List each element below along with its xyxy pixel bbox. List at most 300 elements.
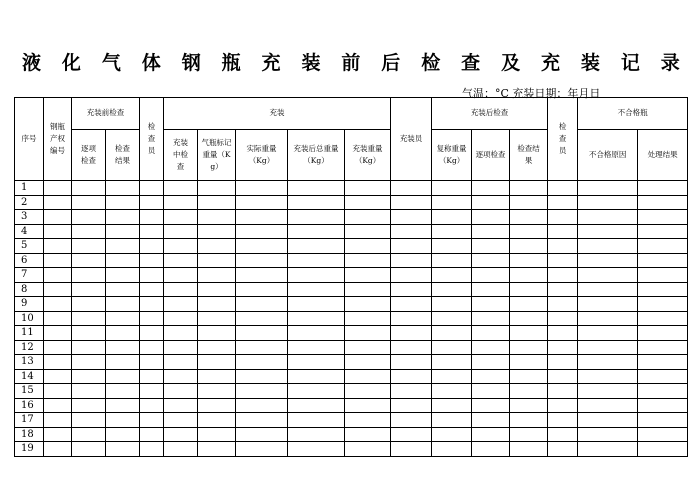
entry-cell[interactable] [106,181,140,196]
entry-cell[interactable] [345,340,391,355]
entry-cell[interactable] [548,297,578,312]
entry-cell[interactable] [288,427,345,442]
entry-cell[interactable] [288,210,345,225]
entry-cell[interactable] [432,413,472,428]
entry-cell[interactable] [510,326,548,341]
entry-cell[interactable] [72,326,106,341]
entry-cell[interactable] [164,210,198,225]
entry-cell[interactable] [432,369,472,384]
entry-cell[interactable] [472,181,510,196]
entry-cell[interactable] [236,210,288,225]
entry-cell[interactable] [578,195,638,210]
entry-cell[interactable] [198,195,236,210]
entry-cell[interactable] [164,239,198,254]
entry-cell[interactable] [391,253,432,268]
entry-cell[interactable] [72,311,106,326]
entry-cell[interactable] [288,195,345,210]
entry-cell[interactable] [106,268,140,283]
entry-cell[interactable] [638,282,688,297]
entry-cell[interactable] [391,311,432,326]
entry-cell[interactable] [345,195,391,210]
entry-cell[interactable] [164,268,198,283]
entry-cell[interactable] [106,311,140,326]
entry-cell[interactable] [106,326,140,341]
entry-cell[interactable] [345,384,391,399]
entry-cell[interactable] [44,210,72,225]
entry-cell[interactable] [288,239,345,254]
entry-cell[interactable] [472,326,510,341]
entry-cell[interactable] [510,413,548,428]
entry-cell[interactable] [432,427,472,442]
entry-cell[interactable] [548,413,578,428]
entry-cell[interactable] [391,195,432,210]
entry-cell[interactable] [345,282,391,297]
entry-cell[interactable] [288,253,345,268]
entry-cell[interactable] [106,340,140,355]
entry-cell[interactable] [548,355,578,370]
entry-cell[interactable] [578,297,638,312]
entry-cell[interactable] [44,355,72,370]
entry-cell[interactable] [288,355,345,370]
entry-cell[interactable] [106,355,140,370]
entry-cell[interactable] [472,210,510,225]
entry-cell[interactable] [391,369,432,384]
entry-cell[interactable] [236,340,288,355]
entry-cell[interactable] [345,442,391,457]
entry-cell[interactable] [198,398,236,413]
entry-cell[interactable] [391,427,432,442]
entry-cell[interactable] [432,311,472,326]
entry-cell[interactable] [140,326,164,341]
entry-cell[interactable] [472,253,510,268]
entry-cell[interactable] [140,195,164,210]
entry-cell[interactable] [345,297,391,312]
entry-cell[interactable] [140,311,164,326]
entry-cell[interactable] [198,224,236,239]
entry-cell[interactable] [638,195,688,210]
entry-cell[interactable] [391,224,432,239]
entry-cell[interactable] [288,181,345,196]
entry-cell[interactable] [548,195,578,210]
entry-cell[interactable] [106,369,140,384]
entry-cell[interactable] [198,282,236,297]
entry-cell[interactable] [72,369,106,384]
entry-cell[interactable] [510,268,548,283]
entry-cell[interactable] [72,253,106,268]
entry-cell[interactable] [106,384,140,399]
entry-cell[interactable] [548,398,578,413]
entry-cell[interactable] [548,181,578,196]
entry-cell[interactable] [578,253,638,268]
entry-cell[interactable] [44,297,72,312]
entry-cell[interactable] [391,398,432,413]
entry-cell[interactable] [236,239,288,254]
entry-cell[interactable] [288,282,345,297]
entry-cell[interactable] [578,268,638,283]
entry-cell[interactable] [164,195,198,210]
entry-cell[interactable] [164,413,198,428]
entry-cell[interactable] [198,239,236,254]
entry-cell[interactable] [198,427,236,442]
entry-cell[interactable] [345,181,391,196]
entry-cell[interactable] [548,384,578,399]
entry-cell[interactable] [288,398,345,413]
entry-cell[interactable] [236,442,288,457]
entry-cell[interactable] [164,282,198,297]
entry-cell[interactable] [345,355,391,370]
entry-cell[interactable] [140,369,164,384]
entry-cell[interactable] [578,239,638,254]
entry-cell[interactable] [510,253,548,268]
entry-cell[interactable] [432,181,472,196]
entry-cell[interactable] [288,442,345,457]
entry-cell[interactable] [472,311,510,326]
entry-cell[interactable] [472,239,510,254]
entry-cell[interactable] [164,340,198,355]
entry-cell[interactable] [472,384,510,399]
entry-cell[interactable] [391,340,432,355]
entry-cell[interactable] [391,355,432,370]
entry-cell[interactable] [510,442,548,457]
entry-cell[interactable] [432,239,472,254]
entry-cell[interactable] [391,239,432,254]
entry-cell[interactable] [578,427,638,442]
entry-cell[interactable] [198,253,236,268]
entry-cell[interactable] [106,195,140,210]
entry-cell[interactable] [345,311,391,326]
entry-cell[interactable] [198,181,236,196]
entry-cell[interactable] [106,282,140,297]
entry-cell[interactable] [164,369,198,384]
entry-cell[interactable] [345,239,391,254]
entry-cell[interactable] [638,268,688,283]
entry-cell[interactable] [72,224,106,239]
entry-cell[interactable] [236,268,288,283]
entry-cell[interactable] [72,297,106,312]
entry-cell[interactable] [548,224,578,239]
entry-cell[interactable] [638,181,688,196]
entry-cell[interactable] [288,224,345,239]
entry-cell[interactable] [472,282,510,297]
entry-cell[interactable] [140,398,164,413]
entry-cell[interactable] [391,326,432,341]
entry-cell[interactable] [72,398,106,413]
entry-cell[interactable] [345,224,391,239]
entry-cell[interactable] [236,297,288,312]
entry-cell[interactable] [510,297,548,312]
entry-cell[interactable] [578,340,638,355]
entry-cell[interactable] [638,326,688,341]
entry-cell[interactable] [638,369,688,384]
entry-cell[interactable] [288,369,345,384]
entry-cell[interactable] [140,239,164,254]
entry-cell[interactable] [578,355,638,370]
entry-cell[interactable] [164,384,198,399]
entry-cell[interactable] [578,210,638,225]
entry-cell[interactable] [198,210,236,225]
entry-cell[interactable] [72,210,106,225]
entry-cell[interactable] [44,427,72,442]
entry-cell[interactable] [44,195,72,210]
entry-cell[interactable] [236,398,288,413]
entry-cell[interactable] [391,282,432,297]
entry-cell[interactable] [638,398,688,413]
entry-cell[interactable] [236,384,288,399]
entry-cell[interactable] [288,268,345,283]
entry-cell[interactable] [198,311,236,326]
entry-cell[interactable] [288,340,345,355]
entry-cell[interactable] [472,369,510,384]
entry-cell[interactable] [288,413,345,428]
entry-cell[interactable] [432,268,472,283]
entry-cell[interactable] [44,268,72,283]
entry-cell[interactable] [345,253,391,268]
entry-cell[interactable] [44,181,72,196]
entry-cell[interactable] [72,282,106,297]
entry-cell[interactable] [72,384,106,399]
entry-cell[interactable] [140,181,164,196]
entry-cell[interactable] [72,355,106,370]
entry-cell[interactable] [72,239,106,254]
entry-cell[interactable] [510,355,548,370]
entry-cell[interactable] [578,442,638,457]
entry-cell[interactable] [288,297,345,312]
entry-cell[interactable] [72,442,106,457]
entry-cell[interactable] [198,384,236,399]
entry-cell[interactable] [44,311,72,326]
entry-cell[interactable] [578,384,638,399]
entry-cell[interactable] [548,239,578,254]
entry-cell[interactable] [140,384,164,399]
entry-cell[interactable] [472,224,510,239]
entry-cell[interactable] [345,398,391,413]
entry-cell[interactable] [236,224,288,239]
entry-cell[interactable] [164,224,198,239]
entry-cell[interactable] [548,210,578,225]
entry-cell[interactable] [578,413,638,428]
entry-cell[interactable] [106,297,140,312]
entry-cell[interactable] [548,268,578,283]
entry-cell[interactable] [638,210,688,225]
entry-cell[interactable] [638,355,688,370]
entry-cell[interactable] [432,355,472,370]
entry-cell[interactable] [140,413,164,428]
entry-cell[interactable] [472,268,510,283]
entry-cell[interactable] [432,224,472,239]
entry-cell[interactable] [164,355,198,370]
entry-cell[interactable] [510,340,548,355]
entry-cell[interactable] [72,340,106,355]
entry-cell[interactable] [140,268,164,283]
entry-cell[interactable] [578,326,638,341]
entry-cell[interactable] [638,224,688,239]
entry-cell[interactable] [472,398,510,413]
entry-cell[interactable] [44,326,72,341]
entry-cell[interactable] [198,442,236,457]
entry-cell[interactable] [236,195,288,210]
entry-cell[interactable] [164,253,198,268]
entry-cell[interactable] [510,239,548,254]
entry-cell[interactable] [638,384,688,399]
entry-cell[interactable] [510,181,548,196]
entry-cell[interactable] [510,369,548,384]
entry-cell[interactable] [44,442,72,457]
entry-cell[interactable] [345,413,391,428]
entry-cell[interactable] [164,181,198,196]
entry-cell[interactable] [164,442,198,457]
entry-cell[interactable] [236,413,288,428]
entry-cell[interactable] [164,398,198,413]
entry-cell[interactable] [140,427,164,442]
entry-cell[interactable] [44,369,72,384]
entry-cell[interactable] [345,210,391,225]
entry-cell[interactable] [72,195,106,210]
entry-cell[interactable] [106,442,140,457]
entry-cell[interactable] [510,282,548,297]
entry-cell[interactable] [72,181,106,196]
entry-cell[interactable] [164,427,198,442]
entry-cell[interactable] [578,224,638,239]
entry-cell[interactable] [236,355,288,370]
entry-cell[interactable] [288,384,345,399]
entry-cell[interactable] [548,282,578,297]
entry-cell[interactable] [432,210,472,225]
entry-cell[interactable] [638,340,688,355]
entry-cell[interactable] [44,282,72,297]
entry-cell[interactable] [345,326,391,341]
entry-cell[interactable] [288,326,345,341]
entry-cell[interactable] [391,384,432,399]
entry-cell[interactable] [72,413,106,428]
entry-cell[interactable] [638,311,688,326]
entry-cell[interactable] [140,253,164,268]
entry-cell[interactable] [140,355,164,370]
entry-cell[interactable] [140,340,164,355]
entry-cell[interactable] [391,413,432,428]
entry-cell[interactable] [106,398,140,413]
entry-cell[interactable] [164,326,198,341]
entry-cell[interactable] [548,253,578,268]
entry-cell[interactable] [432,340,472,355]
entry-cell[interactable] [236,282,288,297]
entry-cell[interactable] [140,442,164,457]
entry-cell[interactable] [432,398,472,413]
entry-cell[interactable] [236,369,288,384]
entry-cell[interactable] [44,224,72,239]
entry-cell[interactable] [578,311,638,326]
entry-cell[interactable] [472,413,510,428]
entry-cell[interactable] [578,398,638,413]
entry-cell[interactable] [106,210,140,225]
entry-cell[interactable] [391,442,432,457]
entry-cell[interactable] [391,268,432,283]
entry-cell[interactable] [198,297,236,312]
entry-cell[interactable] [72,427,106,442]
entry-cell[interactable] [638,253,688,268]
entry-cell[interactable] [106,253,140,268]
entry-cell[interactable] [638,427,688,442]
entry-cell[interactable] [288,311,345,326]
entry-cell[interactable] [510,210,548,225]
entry-cell[interactable] [391,181,432,196]
entry-cell[interactable] [432,195,472,210]
entry-cell[interactable] [432,442,472,457]
entry-cell[interactable] [44,340,72,355]
entry-cell[interactable] [578,282,638,297]
entry-cell[interactable] [345,369,391,384]
entry-cell[interactable] [548,326,578,341]
entry-cell[interactable] [44,239,72,254]
entry-cell[interactable] [510,398,548,413]
entry-cell[interactable] [638,239,688,254]
entry-cell[interactable] [432,326,472,341]
entry-cell[interactable] [432,384,472,399]
entry-cell[interactable] [236,326,288,341]
entry-cell[interactable] [164,297,198,312]
entry-cell[interactable] [432,297,472,312]
entry-cell[interactable] [236,427,288,442]
entry-cell[interactable] [198,268,236,283]
entry-cell[interactable] [140,297,164,312]
entry-cell[interactable] [472,355,510,370]
entry-cell[interactable] [510,384,548,399]
entry-cell[interactable] [510,224,548,239]
entry-cell[interactable] [140,282,164,297]
entry-cell[interactable] [106,427,140,442]
entry-cell[interactable] [510,195,548,210]
entry-cell[interactable] [638,442,688,457]
entry-cell[interactable] [638,413,688,428]
entry-cell[interactable] [432,282,472,297]
entry-cell[interactable] [44,384,72,399]
entry-cell[interactable] [140,210,164,225]
entry-cell[interactable] [548,442,578,457]
entry-cell[interactable] [198,340,236,355]
entry-cell[interactable] [472,195,510,210]
entry-cell[interactable] [345,268,391,283]
entry-cell[interactable] [578,181,638,196]
entry-cell[interactable] [44,398,72,413]
entry-cell[interactable] [548,311,578,326]
entry-cell[interactable] [44,253,72,268]
entry-cell[interactable] [548,369,578,384]
entry-cell[interactable] [198,369,236,384]
entry-cell[interactable] [72,268,106,283]
entry-cell[interactable] [472,442,510,457]
entry-cell[interactable] [472,297,510,312]
entry-cell[interactable] [198,413,236,428]
entry-cell[interactable] [472,427,510,442]
entry-cell[interactable] [236,181,288,196]
entry-cell[interactable] [578,369,638,384]
entry-cell[interactable] [638,297,688,312]
entry-cell[interactable] [345,427,391,442]
entry-cell[interactable] [140,224,164,239]
entry-cell[interactable] [391,297,432,312]
entry-cell[interactable] [44,413,72,428]
entry-cell[interactable] [164,311,198,326]
entry-cell[interactable] [198,355,236,370]
entry-cell[interactable] [432,253,472,268]
entry-cell[interactable] [548,427,578,442]
entry-cell[interactable] [106,413,140,428]
entry-cell[interactable] [548,340,578,355]
entry-cell[interactable] [198,326,236,341]
entry-cell[interactable] [236,253,288,268]
entry-cell[interactable] [106,224,140,239]
entry-cell[interactable] [472,340,510,355]
entry-cell[interactable] [236,311,288,326]
